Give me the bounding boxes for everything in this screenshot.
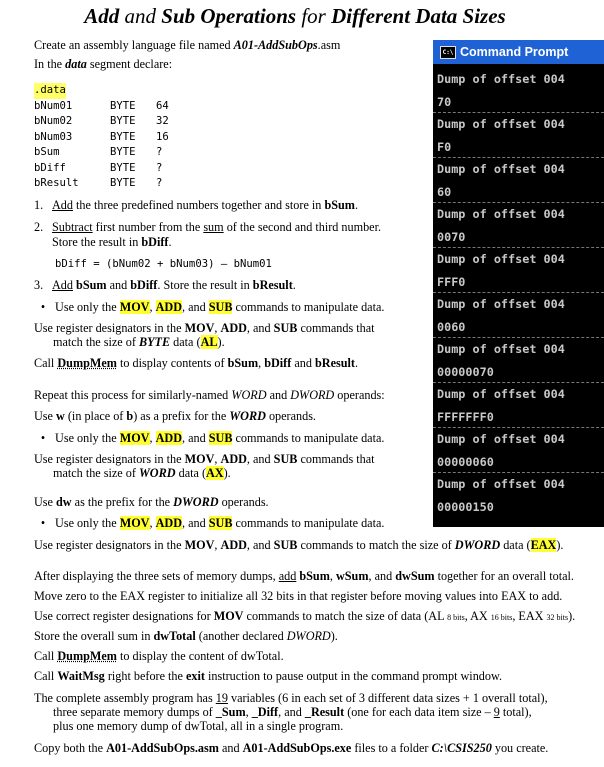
dword-prefix-line: Use dw as the prefix for the DWORD operands. [34,495,269,509]
final-line-1: After displaying the three sets of memory dumps, add bSum, wSum, and dwSum together for an overall total. [34,569,574,583]
byte-dumpmem-line: Call DumpMem to display contents of bSum, bDiff and bResult. [34,356,359,370]
cmd-line: Dump of offset 004 [437,72,565,86]
dword-commands-bullet: • Use only the MOV, ADD, and SUB commands to manipulate data. [40,516,385,530]
final-line-2: Move zero to the EAX register to initialize all 32 bits in that register before moving values into EAX to add. [34,589,563,603]
cmd-line: 0070 [433,226,604,249]
code-row: bNum02 BYTE 32 [34,115,169,127]
step-1: 1. Add the three predefined numbers together and store in bSum. [34,198,358,212]
cmd-line: Dump of offset 004 [437,432,565,446]
cmd-line: Dump of offset 004 [437,117,565,131]
data-segment-code [34,83,204,189]
cmd-line: FFFFFFF0 [433,406,604,429]
command-prompt-window [433,40,604,527]
intro-line-2: In the data segment declare: [34,57,173,71]
code-row: bDiff BYTE ? [34,161,163,174]
step-2: 2. Subtract first number from the sum of the second and third number. [34,220,382,234]
code-row: bResult BYTE ? [34,177,163,189]
cmd-app-icon: C:\ [440,46,456,59]
code-row: bSum BYTE ? [34,146,163,158]
final-line-8: Copy both the A01-AddSubOps.asm and A01-AddSubOps.exe files to a folder C:\CSIS250 you create. [34,741,549,755]
word-register-line-2: match the size of WORD data (AX). [53,466,231,480]
cmd-line: Dump of offset 004 [437,342,565,356]
cmd-line: 70 [433,91,604,114]
code-row: bNum03 BYTE 16 [34,130,169,143]
final-line-7: The complete assembly program has 19 variables (6 in each set of 3 different data sizes + 1 overall total), [34,691,548,705]
cmd-line: F0 [433,136,604,159]
page-title [0,4,590,29]
title-part: Add [84,4,120,28]
byte-register-line-2: match the size of BYTE data (AL). [53,335,225,349]
code-header: .data [34,83,66,99]
dword-register-line: Use register designators in the MOV, ADD, and SUB commands to match the size of DWORD data (EAX). [34,538,564,552]
code-row: bNum01 BYTE 64 [34,99,169,112]
final-line-4: Store the overall sum in dwTotal (another declared DWORD). [34,629,338,643]
step-3: 3. Add bSum and bDiff. Store the result in bResult. [34,278,296,292]
cmd-line: Dump of offset 004 [437,252,565,266]
final-line-5: Call DumpMem to display the content of dwTotal. [34,649,284,663]
intro-line-1: Create an assembly language file named A01-AddSubOps.asm [34,38,341,52]
final-line-7b: three separate memory dumps of _Sum, _Diff, and _Result (one for each data item size – 9 total), [53,705,532,719]
title-part: and [119,4,162,28]
title-part: Different Data Sizes [331,4,506,28]
final-line-6: Call WaitMsg right before the exit instruction to pause output in the command prompt window. [34,669,503,683]
cmd-title-bar[interactable] [433,40,604,64]
byte-register-line: Use register designators in the MOV, ADD, and SUB commands that [34,321,375,335]
diff-formula: bDiff = (bNum02 + bNum03) – bNum01 [55,258,272,270]
cmd-line: FFF0 [433,271,604,294]
title-part: Sub Operations [161,4,297,28]
cmd-line: 0060 [433,316,604,339]
word-commands-bullet: • Use only the MOV, ADD, and SUB commands to manipulate data. [40,431,385,445]
word-register-line: Use register designators in the MOV, ADD, and SUB commands that [34,452,375,466]
cmd-line: 00000150 [437,499,494,514]
byte-commands-bullet: • Use only the MOV, ADD, and SUB commands to manipulate data. [40,300,385,314]
cmd-title: Command Prompt [460,45,569,59]
cmd-line: Dump of offset 004 [437,162,565,176]
cmd-line: Dump of offset 004 [437,207,565,221]
cmd-line: 00000060 [433,451,604,474]
cmd-line: Dump of offset 004 [437,477,565,491]
final-line-7c: plus one memory dump of dwTotal, all in a single program. [53,719,344,733]
title-part: for [296,4,332,28]
cmd-line: Dump of offset 004 [437,387,565,401]
cmd-output [433,68,604,518]
step-2-line-2: Store the result in bDiff. [52,235,172,249]
repeat-line: Repeat this process for similarly-named WORD and DWORD operands: [34,388,385,402]
final-line-3: Use correct register designations for MOV commands to match the size of data (AL 8 bits, AX 16 bits, EAX 32 bits). [34,609,576,623]
cmd-line: Dump of offset 004 [437,297,565,311]
cmd-line: 60 [433,181,604,204]
cmd-line: 00000070 [433,361,604,384]
word-prefix-line: Use w (in place of b) as a prefix for the WORD operands. [34,409,316,423]
